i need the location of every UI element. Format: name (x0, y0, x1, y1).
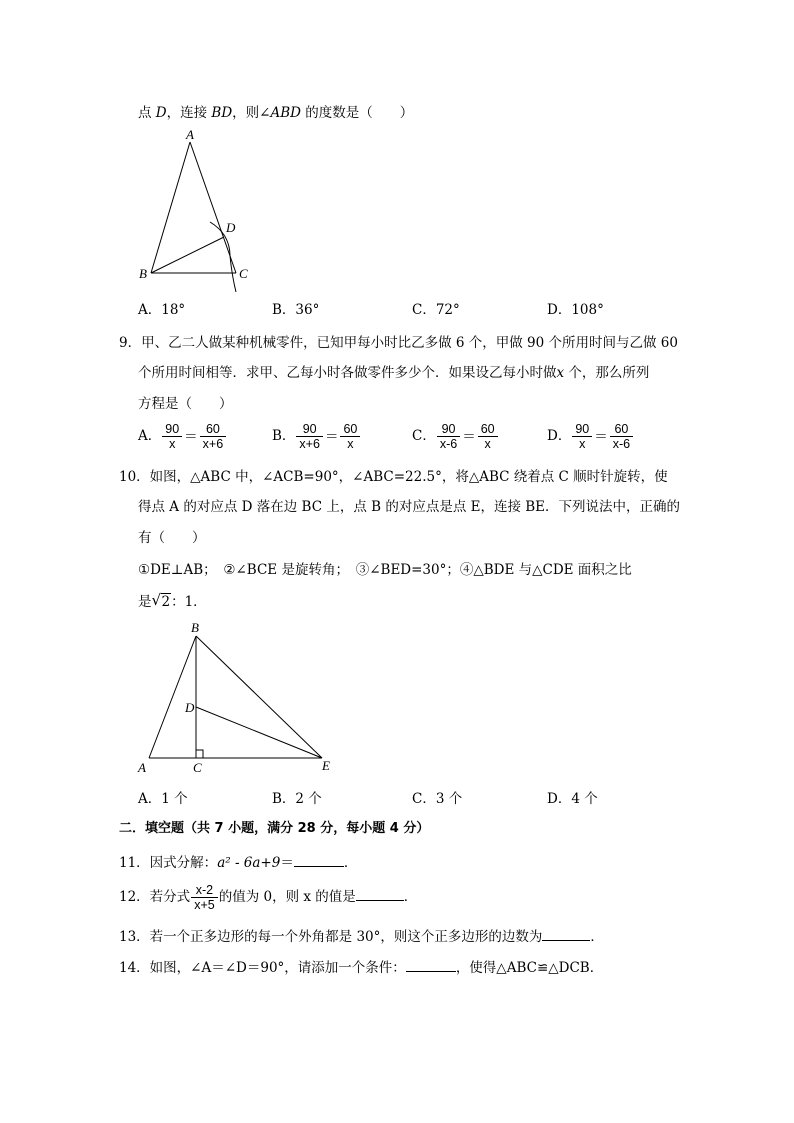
q8-var: BD (211, 105, 233, 121)
q9-option-b[interactable] (272, 422, 361, 451)
q8-var: ABD (270, 105, 301, 121)
q8-text: 点 (138, 105, 156, 121)
q14-text: ，使得△ABC≌△DCB． (455, 960, 604, 976)
arc-lower (230, 256, 236, 292)
q10-text: 是 (138, 594, 152, 610)
q12-text: 的值为 0，则 x 的值是 (218, 889, 356, 905)
denominator: x+6 (202, 437, 224, 451)
q9-option-d[interactable] (547, 422, 634, 451)
q9-option-c[interactable] (412, 422, 499, 451)
option-letter: C． (412, 428, 436, 444)
fraction (191, 883, 218, 912)
label-A: A (186, 127, 194, 142)
q10-text: ：1． (171, 594, 207, 610)
sqrt (152, 593, 172, 611)
edge-AB (151, 142, 190, 273)
q9-line1: 9．甲、乙二人做某种机械零件，已知甲每小时比乙多做 6 个，甲做 90 个所用时间与乙做 60 (119, 335, 678, 351)
q12-text: 12．若分式 (119, 889, 191, 905)
option-letter: D． (547, 428, 572, 444)
label-D: D (185, 700, 195, 715)
edge-BE (196, 636, 322, 758)
numerator: 60 (340, 422, 360, 437)
denominator: x-6 (439, 437, 458, 451)
q8-option-c[interactable]: C．72° (412, 302, 460, 318)
q9-text: 个所用时间相等．求甲、乙每小时各做零件多少个．如果设乙每小时做 (138, 365, 557, 381)
numerator: 90 (162, 422, 182, 437)
q10-line4: ①DE⊥AB； ②∠BCE 是旋转角； ③∠BED=30°；④△BDE 与△CDE 面积之比 (138, 562, 632, 578)
numerator: 90 (572, 422, 592, 437)
fraction (162, 422, 182, 451)
denominator: x-6 (612, 437, 631, 451)
q9-text: 个，那么所列 (564, 365, 650, 381)
answer-blank[interactable] (542, 926, 590, 941)
q10-option-c[interactable]: C．3 个 (412, 791, 463, 807)
numerator: x-2 (191, 883, 218, 898)
edge-BD (151, 237, 224, 273)
q10-option-d[interactable]: D．4 个 (547, 791, 598, 807)
answer-blank[interactable] (294, 852, 344, 867)
equals: ＝ (280, 855, 294, 871)
q8-text: 的度数是（ ） (300, 105, 414, 121)
edge-DE (196, 707, 322, 758)
q10-line3: 有（ ） (138, 530, 206, 546)
q10-figure (130, 618, 345, 778)
fraction (296, 422, 323, 451)
fraction (572, 422, 592, 451)
equals: ＝ (184, 428, 198, 444)
answer-blank[interactable] (356, 886, 404, 901)
q11-expression: a² - 6a+9 (217, 855, 281, 871)
q11-text: ． (343, 855, 358, 871)
label-C: C (239, 266, 248, 281)
denominator: x+5 (194, 898, 215, 912)
q8-text: ，则∠ (232, 105, 271, 121)
q11-text: 11．因式分解： (119, 855, 218, 871)
numerator: 90 (296, 422, 323, 437)
numerator: 90 (437, 422, 460, 437)
q13-text: 13．若一个正多边形的每一个外角都是 30°，则这个正多边形的边数为 (119, 929, 543, 945)
label-A: A (138, 760, 146, 775)
fraction (437, 422, 460, 451)
edge-AC (190, 142, 236, 273)
q8-option-a[interactable]: A．18° (138, 302, 186, 318)
q10-line2: 得点 A 的对应点 D 落在边 BC 上，点 B 的对应点是点 E，连接 BE．下列说法中，正确的 (138, 499, 681, 515)
numerator: 60 (200, 422, 227, 437)
fraction (340, 422, 360, 451)
fraction (610, 422, 633, 451)
numerator: 60 (478, 422, 498, 437)
denominator: x (484, 437, 491, 451)
q13-text: ． (590, 929, 604, 945)
q8-var: D (155, 105, 167, 121)
q14 (119, 957, 603, 977)
q12 (119, 883, 417, 912)
q10-line5 (138, 593, 207, 611)
label-C: C (193, 760, 202, 775)
denominator: x (347, 437, 354, 451)
fraction (478, 422, 498, 451)
option-letter: B． (272, 428, 296, 444)
q13 (119, 926, 604, 946)
q9-line2 (138, 364, 649, 382)
q8-figure (130, 126, 260, 296)
q11 (119, 852, 357, 872)
q8-option-d[interactable]: D．108° (547, 302, 604, 318)
label-B: B (139, 266, 147, 281)
q8-option-b[interactable]: B．36° (272, 302, 320, 318)
q10-line1: 10．如图，△ABC 中，∠ACB=90°，∠ABC=22.5°，将△ABC 绕着点 C 顺时针旋转，使 (119, 469, 668, 485)
denominator: x (579, 437, 586, 451)
q8-stem (138, 104, 413, 122)
option-letter: A． (138, 428, 162, 444)
section-title: 二．填空题（共 7 小题，满分 28 分，每小题 4 分） (119, 821, 430, 836)
equals: ＝ (462, 428, 476, 444)
q8-text: ，连接 (166, 105, 212, 121)
radicand: 2 (161, 594, 171, 610)
q10-option-b[interactable]: B．2 个 (272, 791, 322, 807)
q14-text: 14．如图，∠A＝∠D＝90°，请添加一个条件： (119, 960, 406, 976)
denominator: x (169, 437, 176, 451)
equals: ＝ (594, 428, 608, 444)
edge-AB (149, 636, 196, 758)
q10-option-a[interactable]: A．1 个 (138, 791, 188, 807)
radical-sign: √ (151, 591, 162, 609)
q9-option-a[interactable] (138, 422, 227, 451)
q9-var: x (556, 365, 565, 381)
q9-line3: 方程是（ ） (138, 396, 233, 412)
answer-blank[interactable] (406, 957, 456, 972)
label-D: D (226, 220, 236, 235)
right-angle-mark (196, 750, 203, 758)
denominator: x+6 (299, 437, 320, 451)
numerator: 60 (610, 422, 633, 437)
label-E: E (322, 758, 330, 773)
equals: ＝ (324, 428, 339, 444)
fraction (200, 422, 227, 451)
q12-text: ． (403, 889, 418, 905)
label-B: B (191, 620, 199, 635)
